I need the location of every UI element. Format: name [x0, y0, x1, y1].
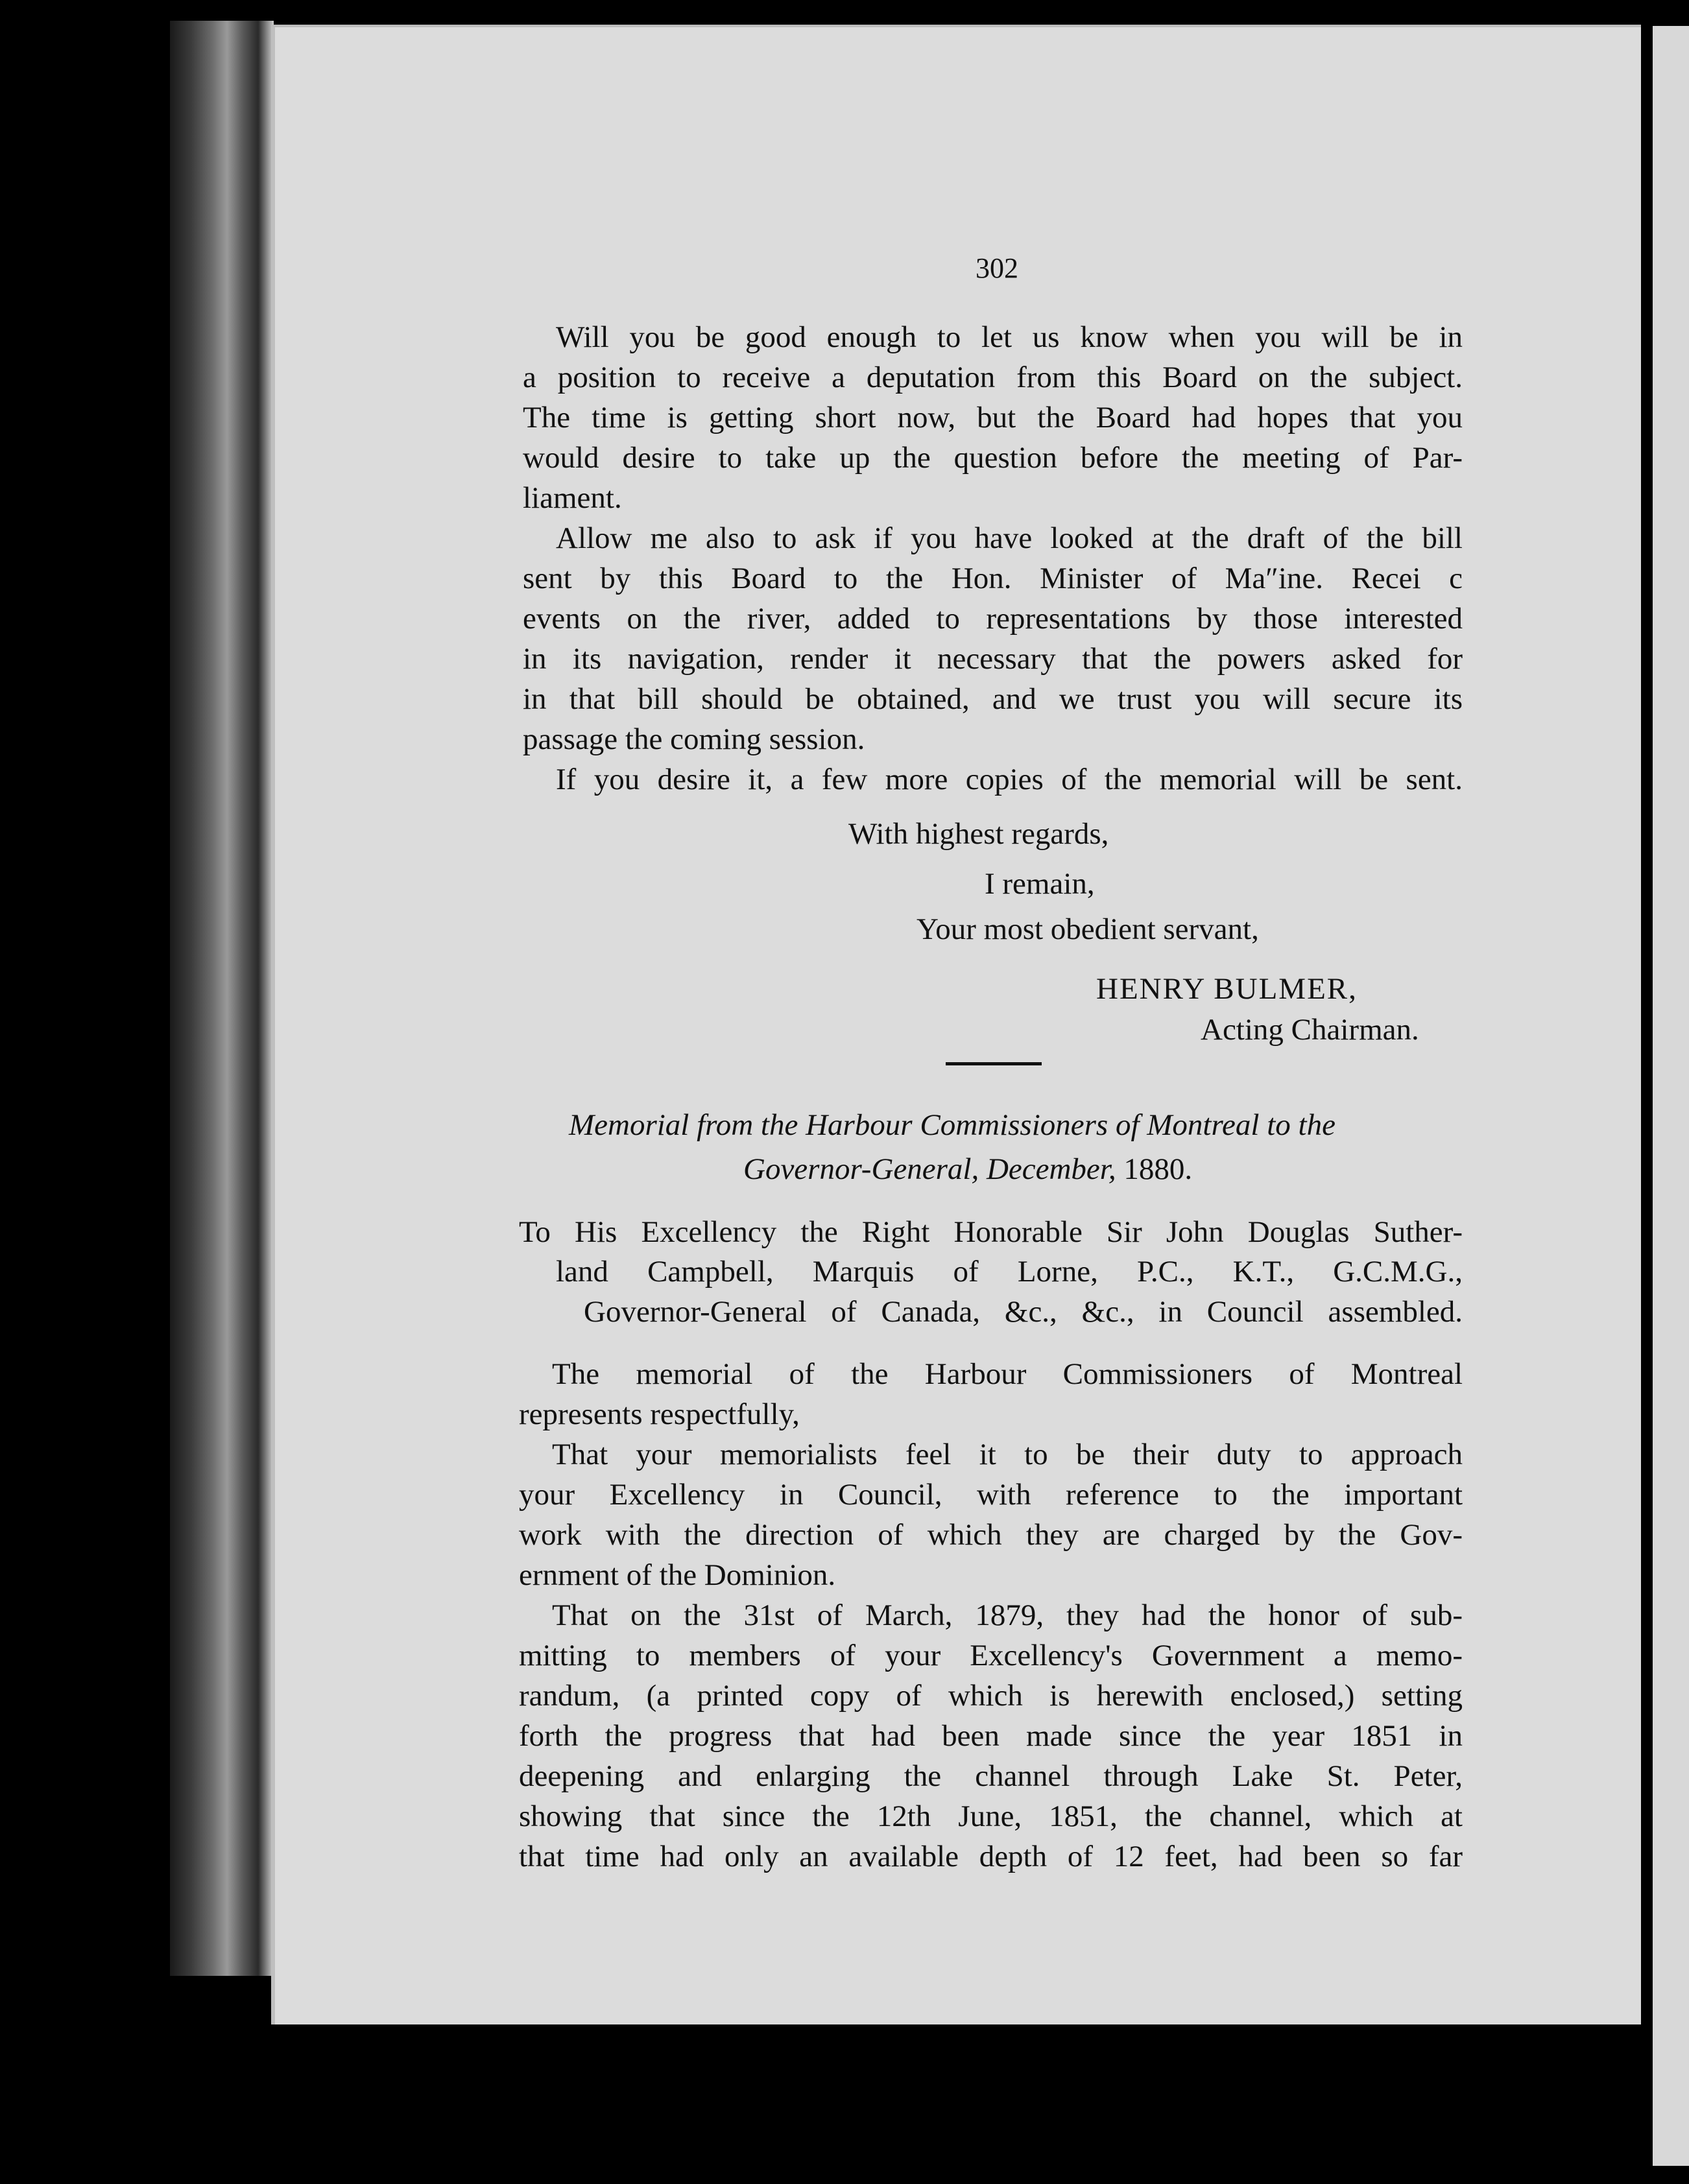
- memorial-p3-line-4: forth the progress that had been made since the year 1851 in: [519, 1719, 1463, 1753]
- closing-remain: I remain,: [985, 867, 1095, 901]
- memorial-p3-line-1: That on the 31st of March, 1879, they had the honor of sub-: [552, 1598, 1463, 1632]
- letter-p2-line-1: Allow me also to ask if you have looked at the draft of the bill: [556, 521, 1463, 555]
- memorial-heading-year: 1880.: [1116, 1152, 1193, 1186]
- memorial-p3-line-3: randum, (a printed copy of which is herewith enclosed,) setting: [519, 1679, 1463, 1713]
- letter-p2-line-3: events on the river, added to representations by those interested: [523, 602, 1463, 635]
- memorial-p2-line-1: That your memorialists feel it to be their duty to approach: [552, 1438, 1463, 1471]
- letter-p2-line-6: passage the coming session.: [523, 722, 865, 756]
- page-number: 302: [976, 252, 1018, 284]
- memorial-p2-line-4: ernment of the Dominion.: [519, 1558, 836, 1592]
- memorial-p3-line-7: that time had only an available depth of 12 feet, had been so far: [519, 1840, 1463, 1873]
- address-line-3: Governor-General of Canada, &c., &c., in Council assembled.: [584, 1295, 1463, 1329]
- address-line-1: To His Excellency the Right Honorable Sir John Douglas Suther-: [519, 1215, 1463, 1249]
- closing-servant: Your most obedient servant,: [916, 912, 1259, 946]
- letter-p1-line-5: liament.: [523, 481, 622, 515]
- letter-p3: If you desire it, a few more copies of the memorial will be sent.: [556, 763, 1463, 796]
- memorial-heading-line-2: [743, 1154, 1192, 1185]
- address-line-2: land Campbell, Marquis of Lorne, P.C., K.T., G.C.M.G.,: [556, 1255, 1463, 1288]
- letter-p2-line-5: in that bill should be obtained, and we trust you will secure its: [523, 682, 1463, 716]
- memorial-p1-line-2: represents respectfully,: [519, 1397, 800, 1431]
- section-divider: [946, 1062, 1042, 1065]
- memorial-p3-line-2: mitting to members of your Excellency's Government a memo-: [519, 1639, 1463, 1672]
- memorial-p2-line-3: work with the direction of which they are charged by the Gov-: [519, 1518, 1463, 1552]
- letter-p1-line-3: The time is getting short now, but the Board had hopes that you: [523, 401, 1463, 434]
- letter-p1-line-2: a position to receive a deputation from this Board on the subject.: [523, 361, 1463, 394]
- letter-p2-line-2: sent by this Board to the Hon. Minister of Ma″ine. Recei c: [523, 562, 1463, 595]
- memorial-p2-line-2: your Excellency in Council, with reference to the important: [519, 1478, 1463, 1512]
- memorial-p1-line-1: The memorial of the Harbour Commissioners of Montreal: [552, 1357, 1463, 1391]
- letter-p1-line-1: Will you be good enough to let us know when you will be in: [556, 320, 1463, 354]
- closing-regards: With highest regards,: [848, 817, 1109, 851]
- memorial-heading-line-1: Memorial from the Harbour Commissioners of Montreal to the: [569, 1108, 1336, 1142]
- memorial-p3-line-5: deepening and enlarging the channel through Lake St. Peter,: [519, 1759, 1463, 1793]
- facing-page-edge: [1653, 26, 1689, 2166]
- letter-p1-line-4: would desire to take up the question before the meeting of Par-: [523, 441, 1463, 475]
- page-stack-edge: [170, 21, 274, 1976]
- memorial-heading-date: Governor-General, December,: [743, 1152, 1116, 1186]
- memorial-p3-line-6: showing that since the 12th June, 1851, the channel, which at: [519, 1799, 1463, 1833]
- signatory-title: Acting Chairman.: [1201, 1013, 1419, 1047]
- signatory-name: HENRY BULMER,: [1096, 972, 1358, 1006]
- letter-p2-line-4: in its navigation, render it necessary that the powers asked for: [523, 642, 1463, 676]
